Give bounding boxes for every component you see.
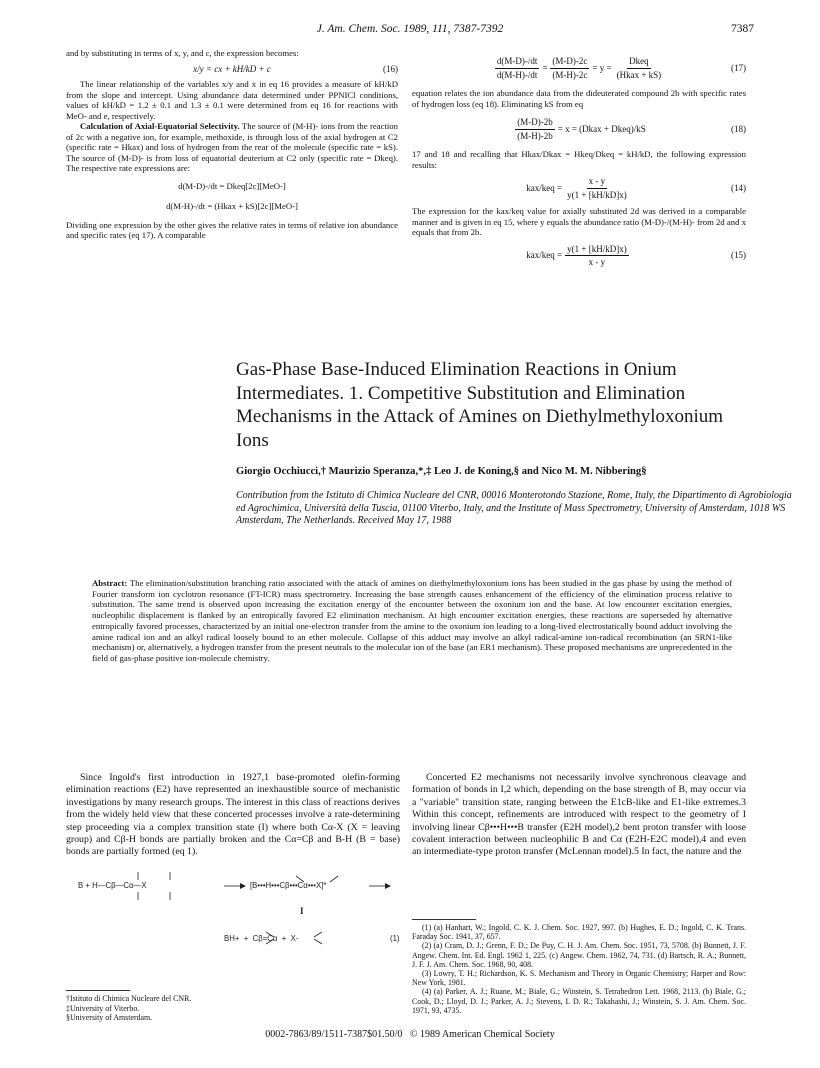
equation-15	[412, 238, 746, 274]
fraction	[565, 244, 629, 268]
rate-expression-2: d(M-H)-/dt = (Hkax + kS)[2c][MeO-]	[166, 201, 298, 211]
equation-14-lhs: kax/keq =	[526, 182, 563, 193]
abstract-text: The elimination/substitution branching ratio associated with the attack of amines on diethylmethyloxonium ions has been studied in the gas phase by using the method of Fourier transform ion cyclotron resonance (FT-ICR) mass spectrometry. Increasing the base strength causes enhancement of the efficiency of the elimination process relative to substitution. The same trend is observed upon increasing the excitation energy of the encounter between the oxonium ion and the base. At low encounter excitation energies, nucleophilic displacement is flanked by an entropically favored E2 elimination mechanism. At high encounter excitation energies, these reactions are superseded by alternative entropically favored processes, characterized by an initial one-electron transfer from the amine to the oxonium ion leading to a long-lived electrostatically bound adduct involving the amine radical ion and an alkyl radical loosely bound to an ether molecule. Collapse of this adduct may involve an alkyl radical-amine ion-radical recombination (an SRN1-like mechanism) or, alternatively, a hydrogen transfer from the present neutrals to the molecular ion of the base (an ER1 mechanism). These proposed mechanisms are unprecedented in the field of gas-phase positive ion-molecule chemistry.	[92, 578, 732, 663]
reference: (1) (a) Hanhart, W.; Ingold, C. K. J. Chem. Soc. 1927, 997. (b) Hughes, E. D.; Ingold, C. K. Trans. Faraday Soc. 1941, 37, 657.	[412, 923, 746, 942]
scheme-reactants: B + H—Cβ—Cα—X	[78, 881, 147, 890]
paragraph: Concerted E2 mechanisms not necessarily involve synchronous cleavage and formation of bonds in I,2 which, depending on the base strength of B, may occur via a "variable" transition state, ranging between the E1cB-like and E1-like extremes.3 Within this concept, refinements are introduced with respect to the geometry of I involving linear Cβ•••H•••B transfer (E2H model),2 bent proton transfer with loose covalent interaction between nucleophilic B and Cα (E2H-E2C model),4 and even an intermediate-type proton transfer (McLennan model).5 In fact, the nature and the	[412, 772, 746, 858]
running-header: J. Am. Chem. Soc. 1989, 111, 7387-7392	[316, 23, 504, 35]
footnote: §University of Amsterdam.	[66, 1013, 153, 1023]
scheme-transition-state: [B•••H•••Cβ•••Cα•••X]*	[250, 881, 327, 890]
paragraph: The expression for the kax/keq value for axially substituted 2d was derived in a comparable manner and is given in eq 15, where y equals the abundance ratio (M-D)-/(M-H)- from 2d and x equals that from 2b.	[412, 206, 746, 237]
affiliation-footnotes	[66, 994, 400, 1023]
paragraph: 17 and 18 and recalling that Hkax/Dkax = Hkeq/Dkeq = kH/kD, the following expression results:	[412, 149, 746, 170]
paragraph: equation relates the ion abundance data from the dideuterated compound 2b with specific rates of hydrogen loss (eq 18). Eliminating kS from eq	[412, 88, 746, 109]
rate-expression-1: d(M-D)-/dt = Dkeq[2c][MeO-]	[178, 180, 286, 191]
equals-y: = y =	[592, 62, 612, 73]
numerator: (M-D)-2b	[515, 117, 555, 130]
section-heading: Calculation of Axial-Equatorial Selectivity.	[80, 121, 240, 131]
numerator: d(M-D)-/dt	[495, 56, 540, 69]
denominator: (M-H)-2b	[517, 130, 553, 141]
page-footer: 0002-7863/89/1511-7387$01.50/0 © 1989 American Chemical Society	[265, 1029, 555, 1040]
denominator: (Hkax + kS)	[616, 69, 662, 80]
paragraph	[66, 121, 398, 174]
equation-17-number: (17)	[731, 62, 746, 73]
page-number: 7387	[731, 23, 754, 35]
reaction-scheme-eq-1	[78, 864, 408, 964]
prev-article-left-column	[66, 48, 398, 241]
fraction	[615, 56, 664, 80]
article-title: Gas-Phase Base-Induced Elimination Reactions in Onium Intermediates. 1. Competitive Substitution and Elimination Mechanisms in the Attack of Amines on Diethylmethyloxonium Ions	[236, 359, 724, 451]
body-left-column	[66, 772, 400, 859]
equation-18-rhs: = x = (Dkax + Dkeq)/kS	[557, 123, 646, 134]
equation-15-lhs: kax/keq =	[526, 250, 563, 261]
abstract	[92, 578, 732, 664]
equation-16	[66, 64, 398, 75]
equation-14-number: (14)	[731, 182, 746, 193]
references-rule	[412, 919, 476, 920]
paragraph: Dividing one expression by the other gives the relative rates in terms of relative ion abundance and specific rates (eq 17). A comparable	[66, 219, 398, 240]
denominator: x - y	[588, 257, 606, 267]
equation-17: $\frac{d(M-D)-/dt}{d(M-H)-/dt}$ = $\frac{(M-D)-2c}{(M-H)-2c}$ = y = $\frac{\text{Dkeq}}{\text{(Hkax + kS)}}$ (17)	[496, 56, 746, 80]
scheme-eq-number: (1)	[390, 934, 400, 943]
footnote-rule	[66, 990, 130, 991]
reaction-scheme-drawing	[78, 864, 408, 964]
footnote: †Istituto di Chimica Nucleare del CNR.	[66, 994, 192, 1003]
scheme-ts-label: I	[300, 906, 304, 916]
footnote: ‡University of Viterbo.	[66, 1003, 140, 1013]
denominator: d(M-H)-/dt	[496, 69, 538, 80]
reference: (3) Lowry, T. H.; Richardson, K. S. Mechanism and Theory in Organic Chemistry; Harper and Row: New York, 1981.	[412, 969, 746, 988]
numerator: x - y	[587, 176, 608, 189]
paragraph: Since Ingold's first introduction in 1927,1 base-promoted olefin-forming elimination reactions (E2) have represented an inexhaustible source of mechanistic investigations by many research groups. The interest in this class of reactions derives from the widely held view that these concerted processes involve a rate-determining step proceeding via a complex transition state (I) where both Cα-X (X = leaving group) and Cβ-H bonds are partially broken and the Cα=Cβ and B-H (B = base) bonds are partially formed (eq 1).	[66, 772, 400, 858]
references	[412, 923, 746, 1015]
affiliation: Contribution from the Istituto di Chimica Nucleare del CNR, 00016 Monterotondo Stazione, Rome, Italy, the Dipartimento di Agrobiologia ed Agrochimica, Università della Tuscia, 01100 Viterbo, Italy, and the Institute of Mass Spectrometry, University of Amsterdam, 1018 WS Amsterdam, The Netherlands. Received May 17, 1988	[236, 490, 792, 526]
equation-16-text: x/y = cx + kH/kD + c	[193, 63, 271, 74]
numerator: y(1 + [kH/kD]x)	[565, 244, 629, 257]
body-right-column	[412, 772, 746, 859]
numerator: (M-D)-2c	[550, 56, 589, 69]
numerator: Dkeq	[627, 56, 651, 69]
reference: (2) (a) Cram, D. J.; Grenn, F. D.; De Puy, C. H. J. Am. Chem. Soc. 1951, 73, 5708. (b) Bunnett, J. F. Angew. Chem. Int. Ed. Engl. 1962 1, 225. (c) Angew. Chem. 1962, 74, 731. (d) Bartsch, R. A.; Bunnett, J. F. J. Am. Chem. Soc. 1968, 90, 408.	[412, 941, 746, 969]
prev-article-right-column	[412, 48, 746, 274]
paragraph: The linear relationship of the variables x/y and x in eq 16 provides a measure of kH/kD from the slope and intercept. Using abundance data determined under PPNICl conditions, values of kH/kD = 1.2 ± 0.1 and 1.3 ± 0.1 were determined from eq 16 for reactions with MeO- and e, respectively.	[66, 79, 398, 121]
author-list: Giorgio Occhiucci,† Maurizio Speranza,*,‡ Leo J. de Koning,§ and Nico M. M. Nibbering§	[236, 466, 647, 477]
reference: (4) (a) Parker, A. J.; Ruane, M.; Biale, G.; Winstein, S. Tetrahedron Lett. 1968, 2113. (b) Biale, G.; Cook, D.; Lloyd, D. J.; Parker, A. J.; Stevens, I. D. R.; Takahashi, J.; Winstein, S. J. Am. Chem. Soc. 1971, 93, 4735.	[412, 987, 746, 1015]
fraction	[495, 56, 540, 80]
intro-text: and by substituting in terms of x, y, and c, the expression becomes:	[66, 48, 299, 58]
equation-15-number: (15)	[731, 250, 746, 261]
denominator: y(1 + [kH/kD]x)	[567, 189, 627, 200]
equation-14	[412, 170, 746, 206]
denominator: (M-H)-2c	[552, 69, 588, 80]
fraction	[565, 176, 629, 200]
fraction	[550, 56, 589, 80]
scheme-products: BH+ + Cβ=Cα + X-	[224, 934, 299, 943]
equation-18-number: (18)	[731, 123, 746, 134]
abstract-label: Abstract:	[92, 578, 128, 588]
equation-16-number: (16)	[383, 63, 398, 74]
fraction	[515, 117, 555, 141]
paragraph-text: The source of (M-H)- ions from the reaction of 2c with a negative ion, for example, methoxide, is through loss of the axial hydrogen at C2 (specific rate = Hkax) and loss of hydrogen from the rear of the molecule (specific rate = kS). The source of (M-D)- is from loss of equatorial deuterium at C2 only (specific rate = Dkeq). The respective rate expressions are:	[66, 121, 398, 173]
equation-18	[412, 109, 746, 149]
